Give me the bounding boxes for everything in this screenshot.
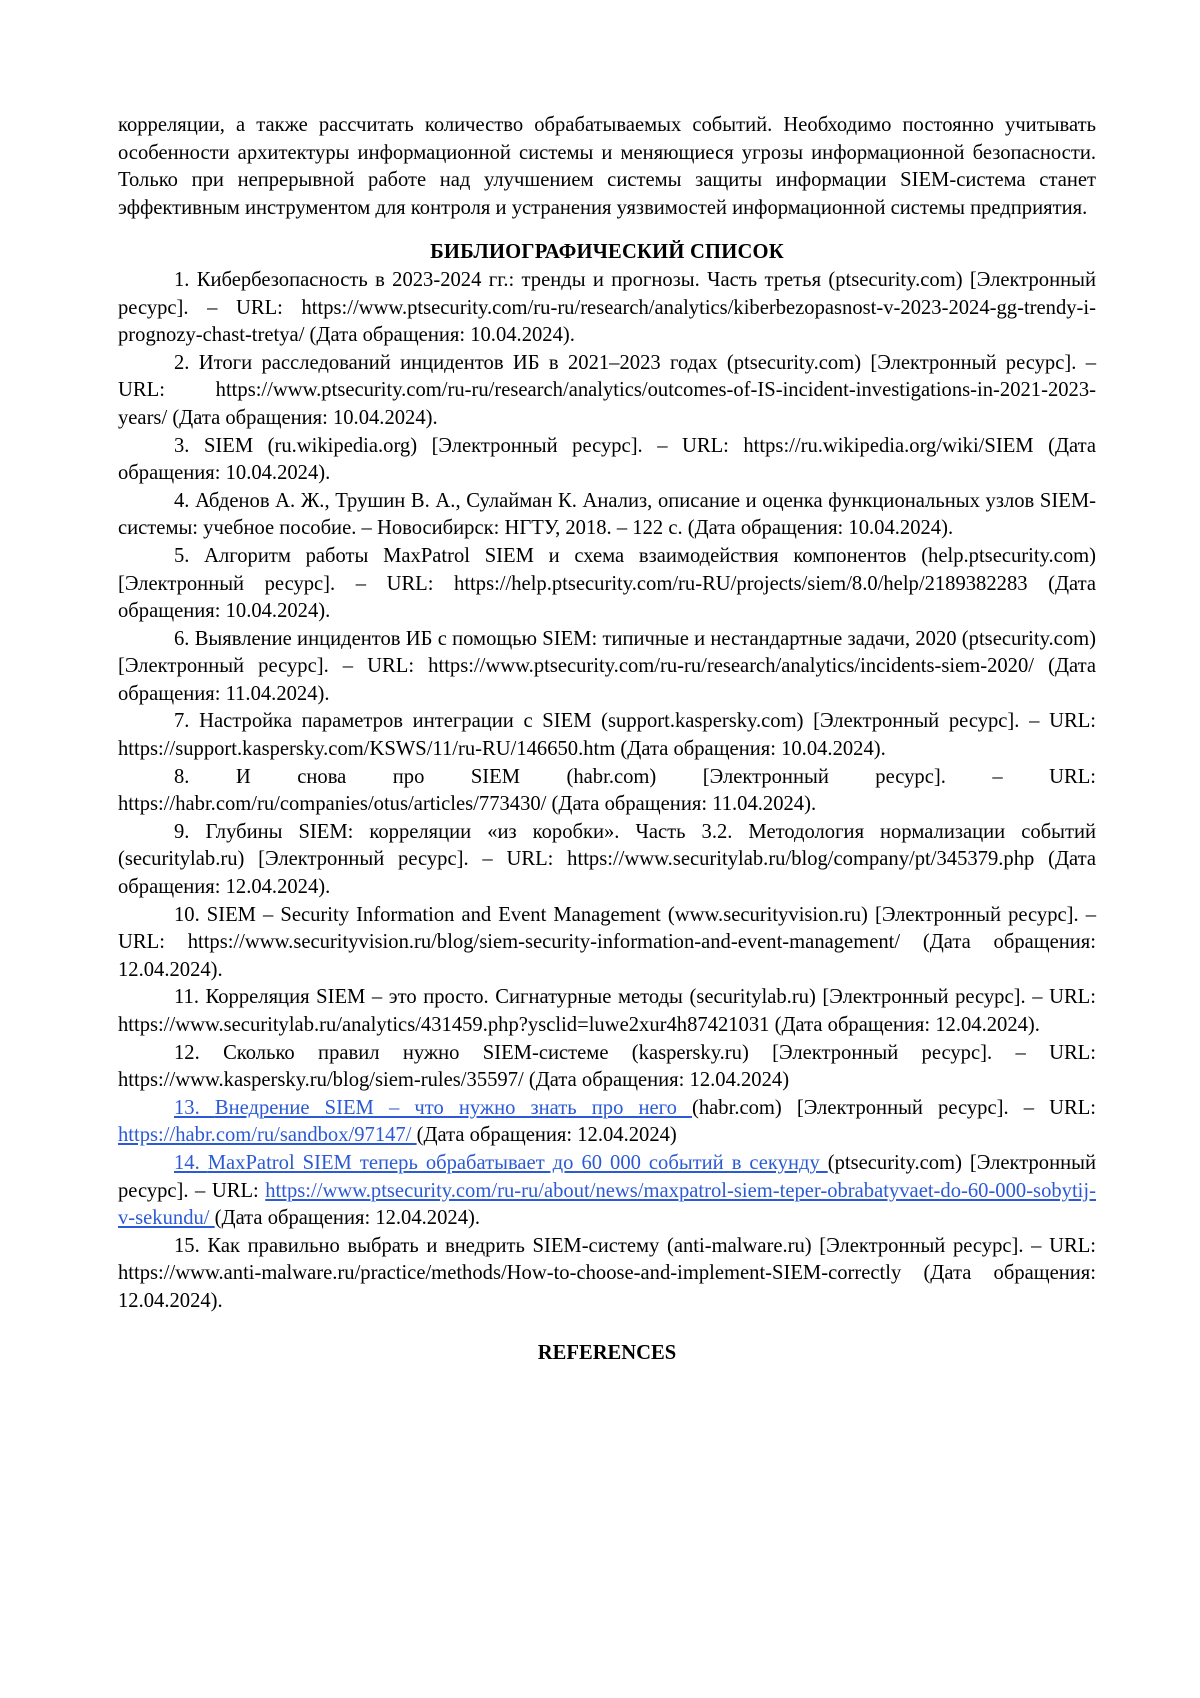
ref-13-number: 13. [174,1096,215,1119]
ref-13-mid: (habr.com) [Электронный ресурс]. – URL: [692,1096,1097,1119]
ref-14-mid: (ptsecurity.com) [Электронный ресурс]. – URL: [118,1151,1096,1202]
ref-8: 8. И снова про SIEM (habr.com) [Электронный ресурс]. – URL: https://habr.com/ru/companies/otus/articles/773430/ (Дата обращения: 11.04.2024). [118,765,1096,816]
ref-4: 4. Абденов А. Ж., Трушин В. А., Сулайман К. Анализ, описание и оценка функциональных узлов SIEM-системы: учебное пособие. – Новосибирск: НГТУ, 2018. – 122 с. (Дата обращения: 10.04.2024). [118,489,1096,540]
ref-14-tail: (Дата обращения: 12.04.2024). [214,1207,480,1230]
ref-9: 9. Глубины SIEM: корреляции «из коробки». Часть 3.2. Методология нормализации событий (securitylab.ru) [Электронный ресурс]. – URL: https://www.securitylab.ru/blog/company/pt/345379.php (Дата обращения: 12.04.2024). [118,820,1096,899]
ref-12: 12. Сколько правил нужно SIEM-системе (kaspersky.ru) [Электронный ресурс]. – URL: https://www.kaspersky.ru/blog/siem-rules/35597/ (Дата обращения: 12.04.2024) [118,1041,1096,1092]
ref-13-title: Внедрение SIEM – что нужно знать про него [214,1096,692,1119]
ref-13-tail: (Дата обращения: 12.04.2024) [416,1124,677,1147]
ref-13-url-link[interactable]: https://habr.com/ru/sandbox/97147/ [118,1124,417,1147]
ref-15: 15. Как правильно выбрать и внедрить SIEM-систему (anti-malware.ru) [Электронный ресурс]. – URL: https://www.anti-malware.ru/practice/methods/How-to-choose-and-implement-SIEM-correctly (Дата обращения: 12.04.2024). [118,1234,1096,1312]
ref-13-title-link[interactable] [174,1097,692,1119]
ref-13 [118,1095,1096,1150]
ref-7: 7. Настройка параметров интеграции с SIEM (support.kaspersky.com) [Электронный ресурс]. – URL: https://support.kaspersky.com/KSWS/11/ru-RU/146650.htm (Дата обращения: 10.04.2024). [118,710,1096,761]
ref-1: 1. Кибербезопасность в 2023-2024 гг.: тренды и прогнозы. Часть третья (ptsecurity.com) [Электронный ресурс]. – URL: https://www.ptsecurity.com/ru-ru/research/analytics/kiberbezopasnost-v-2023-2024-gg-trendy-i-prognozy-chast-tretya/ (Дата обращения: 10.04.2024). [118,268,1096,347]
ref-14-title: MaxPatrol SIEM теперь обрабатывает до 60 000 событий в секунду [207,1151,828,1174]
ref-3: 3. SIEM (ru.wikipedia.org) [Электронный ресурс]. – URL: https://ru.wikipedia.org/wiki/SIEM (Дата обращения: 10.04.2024). [118,434,1096,485]
ref-10: 10. SIEM – Security Information and Event Management (www.securityvision.ru) [Электронный ресурс]. – URL: https://www.securityvision.ru/blog/siem-security-information-and-event-management/ (Дата обращения: 12.04.2024). [118,903,1096,981]
bibliography-heading: БИБЛИОГРАФИЧЕСКИЙ СПИСОК [430,241,784,264]
ref-14-number: 14. [174,1151,208,1174]
ref-11: 11. Корреляция SIEM – это просто. Сигнатурные методы (securitylab.ru) [Электронный ресурс]. – URL: https://www.securitylab.ru/analytics/431459.php?ysclid=luwe2xur4h87421031 (Дата обращения: 12.04.2024). [118,986,1096,1036]
ref-6: 6. Выявление инцидентов ИБ с помощью SIEM: типичные и нестандартные задачи, 2020 (ptsecurity.com) [Электронный ресурс]. – URL: https://www.ptsecurity.com/ru-ru/research/analytics/incidents-siem-2020/ (Дата обращения: 11.04.2024). [118,627,1096,705]
intro-paragraph: корреляции, а также рассчитать количество обрабатываемых событий. Необходимо постоянно учитывать особенности архитектуры информационной системы и меняющиеся угрозы информационной безопасности. Только при непрерывной работе над улучшением системы защиты информации SIEM-система станет эффективным инструментом для контроля и устранения уязвимостей информационной системы предприятия. [118,114,1096,219]
ref-5: 5. Алгоритм работы MaxPatrol SIEM и схема взаимодействия компонентов (help.ptsecurity.com) [Электронный ресурс]. – URL: https://help.ptsecurity.com/ru-RU/projects/siem/8.0/help/2189382283 (Дата обращения: 10.04.2024). [118,544,1096,623]
ref-14-title-link[interactable] [174,1152,828,1174]
ref-14 [118,1150,1096,1233]
ref-2: 2. Итоги расследований инцидентов ИБ в 2021–2023 годах (ptsecurity.com) [Электронный ресурс]. – URL: https://www.ptsecurity.com/ru-ru/research/analytics/outcomes-of-IS-incident-investigations-in-2021-2023-years/ (Дата обращения: 10.04.2024). [118,351,1096,429]
ref-14-url-link[interactable]: https://www.ptsecurity.com/ru-ru/about/news/maxpatrol-siem-teper-obrabatyvaet-do-60-000-sobytij-v-sekundu/ [118,1179,1096,1230]
references-heading: REFERENCES [537,1341,677,1364]
